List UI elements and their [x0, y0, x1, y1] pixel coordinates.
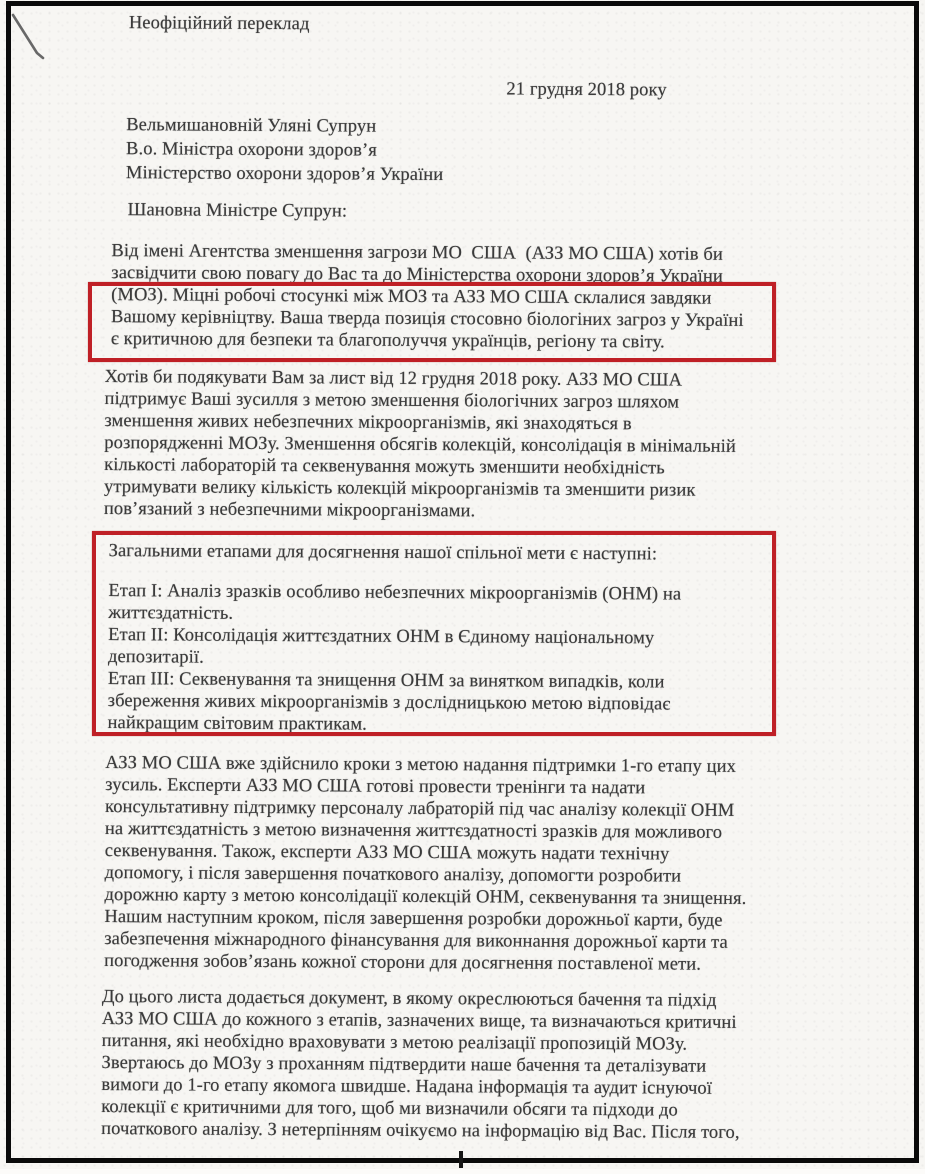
text-line: підтримує Ваші зусилля з метою зменшення біологічних загроз шляхом	[104, 389, 680, 413]
recipient-name: Вельмишановній Уляні Супрун	[126, 115, 377, 137]
text-line: (МОЗ). Міцні робочі стосункі між МОЗ та АЗЗ МО США склалися завдяки	[111, 285, 712, 309]
translation-note: Неофіційний переклад	[128, 13, 310, 35]
text-line: АЗЗ МО США вже здійснило кроки з метою надання підтримки 1-го етапу цих	[105, 753, 737, 777]
letter-date: 21 грудня 2018 року	[506, 79, 667, 101]
text-line: забезпечення міжнародного фінансування для виконнання дорожньої карти та	[104, 929, 728, 953]
stage-line: найкращим світовим практикам.	[107, 713, 367, 735]
text-line: АЗЗ МО США до кожного з етапів, зазначених вище, та визначаються критичні	[101, 1009, 737, 1033]
text-line: кількості лабораторій та секвенування можуть зменшити необхідність	[104, 455, 665, 479]
scan-border-frame	[6, 1, 919, 1163]
stage-line: депозитарії.	[107, 647, 204, 668]
text-line: вимоги до 1-го етапу якомога швидше. Надана інформація та аудит існуючої	[101, 1075, 713, 1099]
text-line: засвідчити свою повагу до Вас та до Міністерства охорони здоров’я України	[111, 263, 724, 287]
text-line: До цього листа додається документ, в якому окреслюються бачення та підхід	[101, 987, 717, 1011]
stage-line: збереження живих мікроорганізмів з дослідницькою метою відповідає	[107, 691, 671, 715]
salutation: Шановна Міністре Супрун:	[127, 200, 348, 222]
text-line: розпорядженні МОЗу. Зменшення обсягів колекцій, консолідація в мінімальній	[104, 433, 736, 457]
text-line: утримувати велику кількість колекцій мікроорганізмів та зменшити ризик	[103, 477, 696, 501]
text-line: Вашому керівніцтву. Ваша тверда позиція стосовно біологіних загроз у Україні	[111, 307, 744, 331]
text-line: початкового аналізу. З нетерпінням очікуємо на інформацію від Вас. Після того,	[101, 1119, 740, 1143]
text-line: Звертаюсь до МОЗу з проханням підтвердити наше бачення та деталізувати	[101, 1053, 707, 1077]
text-line: пов’язаний з небезпечними мікроорганізмами.	[103, 499, 476, 522]
text-line: колекції є критичними для того, щоб ми визначили обсяги та підходи до	[101, 1097, 679, 1121]
stage-line: Етап I: Аналіз зразків особливо небезпечних мікроорганізмів (ОНМ) на	[108, 581, 682, 605]
stage-line: Етап III: Секвенування та знищення ОНМ за винятком випадків, коли	[107, 669, 665, 693]
text-line: консультативну підтримку персоналу лабраторій під час аналізу колекції ОНМ	[105, 797, 735, 821]
text-line: Від імені Агентства зменшення загрози МО США (АЗЗ МО США) хотів би	[111, 241, 723, 265]
text-line: Загальними етапами для досягнення нашої спільної мети є наступні:	[108, 541, 658, 565]
text-line: дорожню карту з метою консолідації колекцій ОНМ, секвенування та знищення.	[104, 885, 747, 909]
text-line: на життєздатність з метою визначення життєздатності зразків для можливого	[104, 819, 723, 843]
text-line: погодження зобов’язань кожної сторони для досягнення поставленої мети.	[104, 951, 702, 975]
text-line: зусиль. Експерти АЗЗ МО США готові провести тренінги та надати	[105, 775, 646, 799]
text-line: питання, які необхідно враховувати з метою реалізації пропозицій МОЗу.	[101, 1031, 688, 1055]
text-line: Нашим наступним кроком, після завершення розробки дорожньої карти, буде	[104, 907, 723, 931]
stage-line: життєздатність.	[108, 603, 234, 624]
text-line: є критичною для безпеки та благополуччя українців, регіону та світу.	[110, 329, 665, 353]
recipient-organization: Міністерство охорони здоров’я України	[125, 163, 444, 186]
text-line: секвенування. Також, експерти АЗЗ МО США можуть надати технічну	[104, 841, 670, 865]
text-line: зменшення живих небезпечних мікроорганізмів, які знаходяться в	[104, 411, 632, 435]
text-line: допомогу, і після завершення початкового аналізу, допомогти розробити	[104, 863, 682, 887]
stage-line: Етап II: Консолідація життєздатних ОНМ в Єдиному національному	[108, 625, 655, 649]
bottom-tick-mark	[459, 1151, 463, 1168]
text-line: Хотів би подякувати Вам за лист від 12 грудня 2018 року. АЗЗ МО США	[104, 367, 683, 391]
recipient-title: В.о. Міністра охорони здоров’я	[126, 139, 377, 161]
